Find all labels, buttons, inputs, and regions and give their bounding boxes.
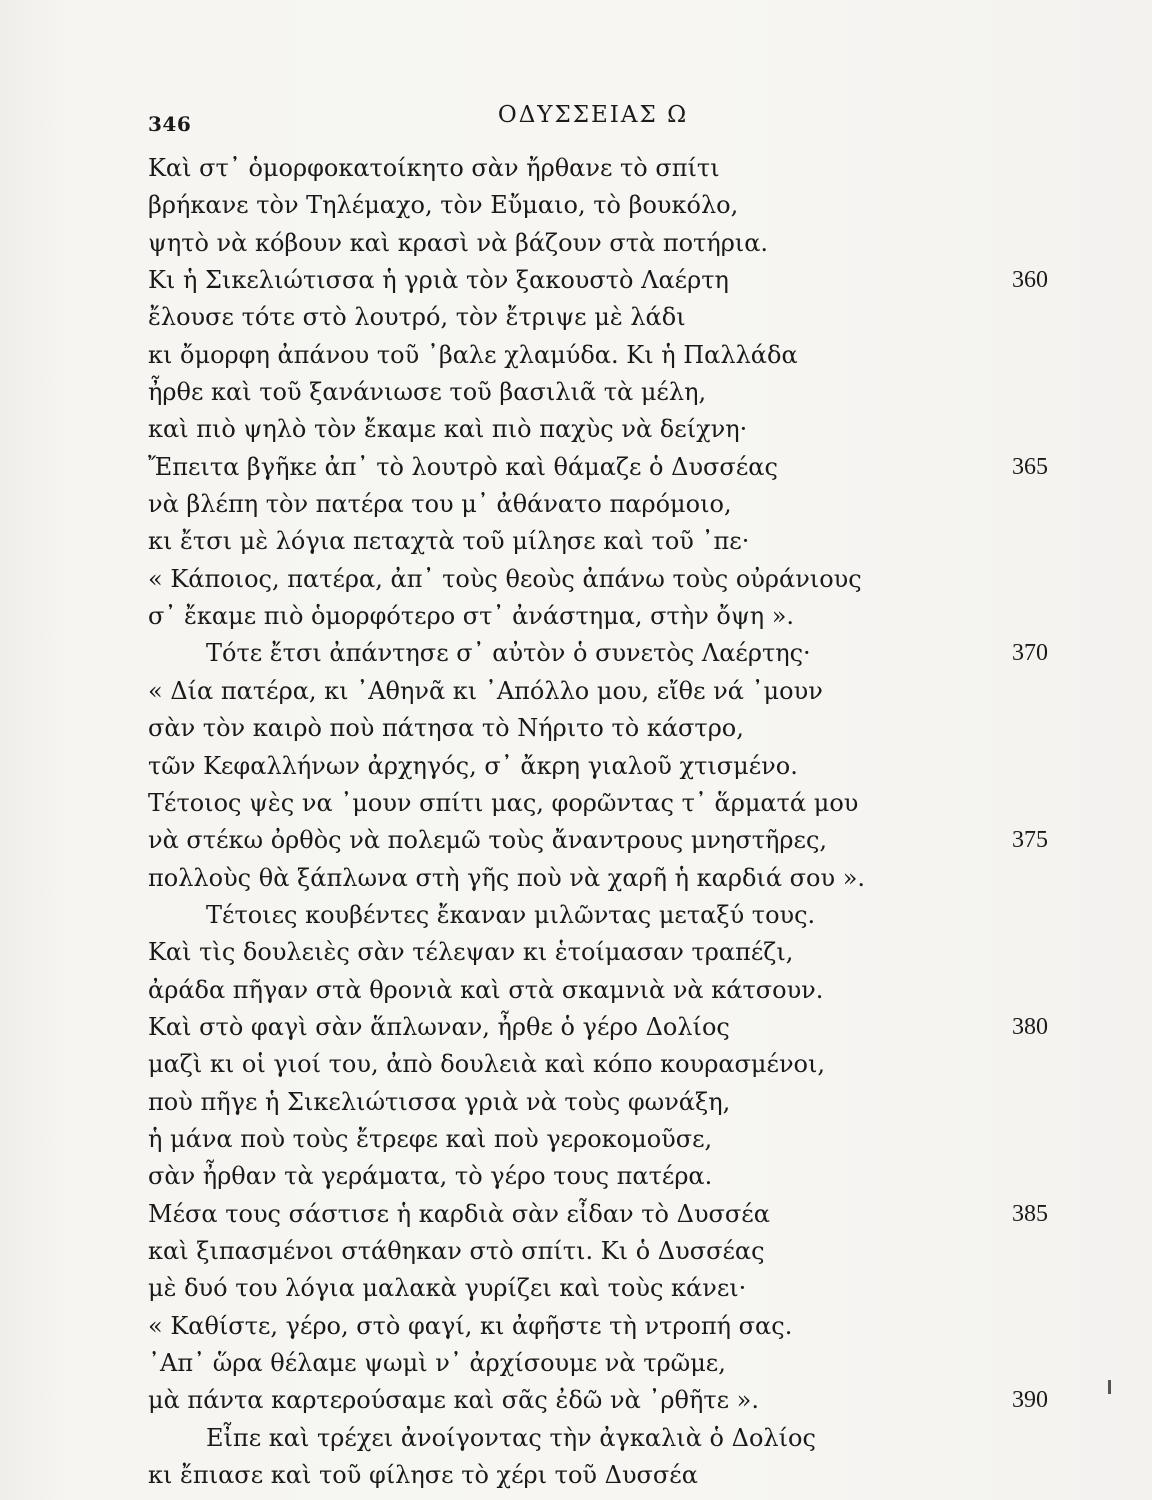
verse-text: μὲ δυό του λόγια μαλακὰ γυρίζει καὶ τοὺς κάνει· xyxy=(148,1274,747,1303)
verse-line xyxy=(148,897,1048,934)
verse-line xyxy=(148,561,1048,598)
verse-line xyxy=(148,1121,1048,1158)
verse-line xyxy=(148,710,1048,747)
page-number: 346 xyxy=(148,112,192,136)
verse-line xyxy=(148,299,1048,336)
line-number: 390 xyxy=(1012,1387,1048,1414)
verse-text: ψητὸ νὰ κόβουν καὶ κρασὶ νὰ βάζουν στὰ ποτήρια. xyxy=(148,228,769,257)
verse-line xyxy=(148,748,1048,785)
verse-text: πολλοὺς θὰ ξάπλωνα στὴ γῆς ποὺ νὰ χαρῆ ἡ καρδιά σου ». xyxy=(148,863,866,892)
verse-line xyxy=(148,673,1048,710)
verse-line xyxy=(148,1420,1048,1457)
verse-text: νὰ στέκω ὀρθὸς νὰ πολεμῶ τοὺς ἄναντρους μνηστῆρες, xyxy=(148,826,828,855)
verse-line xyxy=(148,598,1048,635)
line-number: 380 xyxy=(1012,1013,1048,1040)
verse-line xyxy=(148,1009,1048,1046)
verse-line xyxy=(148,486,1048,523)
verse-line xyxy=(148,822,1048,859)
verse-text: Τέτοιος ψὲς να ᾽μουν σπίτι μας, φορῶντας τ᾽ ἅρματά μου xyxy=(148,788,859,817)
verse-line xyxy=(148,860,1048,897)
verse-text: κι ὄμορφη ἀπάνου τοῦ ᾽βαλε χλαμύδα. Κι ἡ Παλλάδα xyxy=(148,340,798,369)
verse-text: σὰν τὸν καιρὸ ποὺ πάτησα τὸ Νήριτο τὸ κάστρο, xyxy=(148,714,744,743)
verse-text: « Κάποιος, πατέρα, ἀπ᾽ τοὺς θεοὺς ἀπάνω τοὺς οὐράνιους xyxy=(148,564,862,593)
verse-text: καὶ ξιπασμένοι στάθηκαν στὸ σπίτι. Κι ὁ Δυσσέας xyxy=(148,1236,765,1265)
running-title: ΟΔΥΣΣΕΙΑΣ Ω xyxy=(497,102,689,128)
verse-text: « Δία πατέρα, κι ᾽Αθηνᾶ κι ᾽Απόλλο μου, εἴθε νά ᾽μουν xyxy=(148,676,823,705)
verse-line xyxy=(148,411,1048,448)
verse-text: βρήκανε τὸν Τηλέμαχο, τὸν Εὔμαιο, τὸ βουκόλο, xyxy=(148,191,739,220)
verse-line xyxy=(148,150,1048,187)
verse-text: Καὶ στὸ φαγὶ σὰν ἅπλωναν, ἦρθε ὁ γέρο Δολίος xyxy=(148,1012,730,1041)
verse-text: Μέσα τους σάστισε ἡ καρδιὰ σὰν εἶδαν τὸ Δυσσέα xyxy=(148,1199,770,1228)
verse-text: Εἶπε καὶ τρέχει ἀνοίγοντας τὴν ἀγκαλιὰ ὁ Δολίος xyxy=(206,1423,816,1452)
line-number: 370 xyxy=(1012,640,1048,667)
verse-text: κι ἔτσι μὲ λόγια πεταχτὰ τοῦ μίλησε καὶ τοῦ ᾽πε· xyxy=(148,527,750,556)
line-number: 360 xyxy=(1012,267,1048,294)
verse-line xyxy=(148,1270,1048,1307)
verse-text: Κι ἡ Σικελιώτισσα ἡ γριὰ τὸν ξακουστὸ Λαέρτη xyxy=(148,266,729,295)
verse-text: ἦρθε καὶ τοῦ ξανάνιωσε τοῦ βασιλιᾶ τὰ μέλη, xyxy=(148,378,707,407)
verse-line xyxy=(148,1158,1048,1195)
verse-line xyxy=(148,1046,1048,1083)
verse-line xyxy=(148,934,1048,971)
verse-text: σὰν ἦρθαν τὰ γεράματα, τὸ γέρο τους πατέρα. xyxy=(148,1162,713,1191)
line-number: 375 xyxy=(1012,827,1048,854)
verse-text: ἡ μάνα ποὺ τοὺς ἔτρεφε καὶ ποὺ γεροκομοῦσε, xyxy=(148,1124,713,1153)
verse-block xyxy=(148,150,1048,1494)
page-edge-mark xyxy=(1108,1380,1111,1394)
verse-text: μὰ πάντα καρτερούσαμε καὶ σᾶς ἐδῶ νὰ ᾽ρθῆτε ». xyxy=(148,1386,759,1415)
verse-text: τῶν Κεφαλλήνων ἀρχηγός, σ᾽ ἄκρη γιαλοῦ χτισμένο. xyxy=(148,751,798,780)
verse-line xyxy=(148,785,1048,822)
verse-line xyxy=(148,1382,1048,1419)
verse-line xyxy=(148,1084,1048,1121)
line-number: 365 xyxy=(1012,453,1048,480)
verse-text: νὰ βλέπη τὸν πατέρα του μ᾽ ἀθάνατο παρόμοιο, xyxy=(148,490,732,519)
verse-line xyxy=(148,1196,1048,1233)
verse-line xyxy=(148,262,1048,299)
verse-text: Ἔπειτα βγῆκε ἀπ᾽ τὸ λουτρὸ καὶ θάμαζε ὁ Δυσσέας xyxy=(148,452,778,481)
verse-text: Τότε ἔτσι ἀπάντησε σ᾽ αὐτὸν ὁ συνετὸς Λαέρτης· xyxy=(206,639,811,668)
verse-line xyxy=(148,337,1048,374)
verse-line xyxy=(148,1308,1048,1345)
verse-line xyxy=(148,635,1048,672)
verse-text: ᾽Απ᾽ ὥρα θέλαμε ψωμὶ ν᾽ ἀρχίσουμε νὰ τρῶμε, xyxy=(148,1349,726,1377)
verse-line xyxy=(148,374,1048,411)
verse-line xyxy=(148,1345,1048,1382)
verse-line xyxy=(148,1233,1048,1270)
verse-text: Καὶ τὶς δουλειὲς σὰν τέλεψαν κι ἑτοίμασαν τραπέζι, xyxy=(148,938,794,967)
verse-line xyxy=(148,187,1048,224)
verse-text: ποὺ πῆγε ἡ Σικελιώτισσα γριὰ νὰ τοὺς φωνάξη, xyxy=(148,1087,731,1116)
verse-text: μαζὶ κι οἱ γιοί του, ἀπὸ δουλειὰ καὶ κόπο κουρασμένοι, xyxy=(148,1050,826,1079)
verse-line xyxy=(148,449,1048,486)
page-header xyxy=(148,100,1038,140)
verse-text: « Καθίστε, γέρο, στὸ φαγί, κι ἀφῆστε τὴ ντροπή σας. xyxy=(148,1311,793,1340)
verse-text: ἀράδα πῆγαν στὰ θρονιὰ καὶ στὰ σκαμνιὰ νὰ κάτσουν. xyxy=(148,975,824,1004)
verse-text: ἔλουσε τότε στὸ λουτρό, τὸν ἔτριψε μὲ λάδι xyxy=(148,303,686,332)
verse-text: σ᾽ ἔκαμε πιὸ ὁμορφότερο στ᾽ ἀνάστημα, στὴν ὄψη ». xyxy=(148,602,795,631)
verse-line xyxy=(148,523,1048,560)
verse-line xyxy=(148,225,1048,262)
line-number: 385 xyxy=(1012,1200,1048,1227)
verse-line xyxy=(148,1457,1048,1494)
verse-text: Τέτοιες κουβέντες ἔκαναν μιλῶντας μεταξύ τους. xyxy=(206,900,816,929)
verse-text: καὶ πιὸ ψηλὸ τὸν ἔκαμε καὶ πιὸ παχὺς νὰ δείχνη· xyxy=(148,415,748,444)
verse-text: Καὶ στ᾽ ὁμορφοκατοίκητο σὰν ἤρθανε τὸ σπίτι xyxy=(148,154,720,182)
verse-line xyxy=(148,972,1048,1009)
verse-text: κι ἔπιασε καὶ τοῦ φίλησε τὸ χέρι τοῦ Δυσσέα xyxy=(148,1461,698,1490)
